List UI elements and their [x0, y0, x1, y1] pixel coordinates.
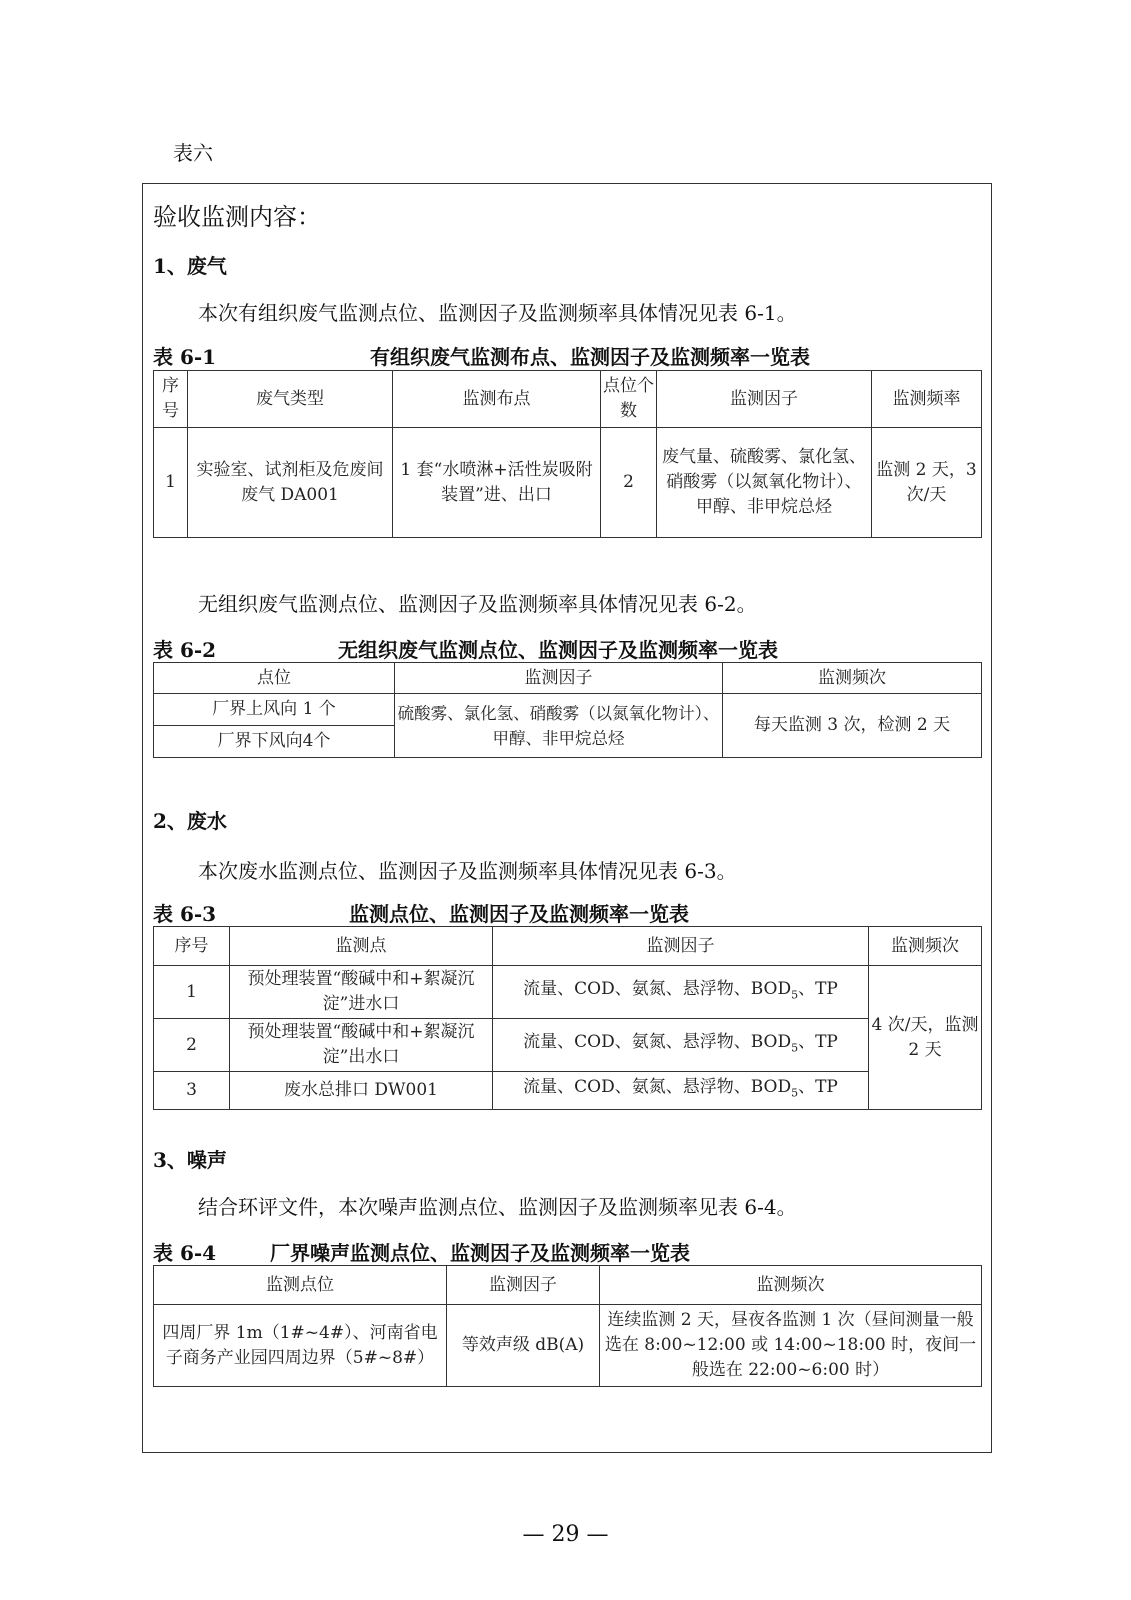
- subscript: 5: [791, 1041, 799, 1055]
- section-title-noise: 3、噪声: [153, 1148, 227, 1172]
- section-intro-waste-water: 本次废水监测点位、监测因子及监测频率具体情况见表 6-3。: [198, 859, 737, 883]
- header-cell: 监测因子: [395, 663, 723, 694]
- table-cell: 1: [154, 428, 188, 538]
- header-cell: 监测点: [230, 927, 493, 966]
- header-cell: 监测因子: [657, 371, 872, 428]
- section-intro-noise: 结合环评文件，本次噪声监测点位、监测因子及监测频率见表 6-4。: [198, 1195, 797, 1219]
- page-number: — 29 —: [522, 1522, 609, 1547]
- table-cell: 2: [154, 1019, 230, 1072]
- header-cell: 监测点位: [154, 1266, 447, 1305]
- table-cell: 1 套“水喷淋+活性炭吸附装置”进、出口: [393, 428, 601, 538]
- header-cell: 点位个数: [601, 371, 657, 428]
- table-row: [154, 1019, 982, 1072]
- header-cell: 序号: [154, 927, 230, 966]
- table-6-1: [153, 370, 982, 538]
- table-row: [154, 694, 982, 726]
- header-cell: 监测布点: [393, 371, 601, 428]
- table-6-1-title: 有组织废气监测布点、监测因子及监测频率一览表: [370, 345, 810, 369]
- table-6-3-number: 表 6-3: [153, 902, 217, 926]
- table-6-2-number: 表 6-2: [153, 638, 217, 662]
- table-header-row: [154, 663, 982, 694]
- table-6-3: [153, 926, 982, 1110]
- table-header-row: [154, 1266, 982, 1305]
- subscript: 5: [791, 1086, 799, 1100]
- table-cell: 厂界上风向 1 个: [154, 694, 395, 726]
- main-heading: 验收监测内容：: [153, 203, 321, 231]
- table-6-4-title: 厂界噪声监测点位、监测因子及监测频率一览表: [270, 1241, 690, 1265]
- table-6-4-number: 表 6-4: [153, 1241, 217, 1265]
- table-cell: 预处理装置“酸碱中和+絮凝沉淀”进水口: [230, 966, 493, 1019]
- table-cell: 四周厂界 1m（1#~4#）、河南省电子商务产业园四周边界（5#~8#）: [154, 1305, 447, 1387]
- header-cell: 监测频率: [872, 371, 982, 428]
- table-row: [154, 966, 982, 1019]
- factors-text: 流量、COD、氨氮、悬浮物、BOD: [523, 1077, 792, 1098]
- table-cell: 硫酸雾、氯化氢、硝酸雾（以氮氧化物计）、甲醇、非甲烷总烃: [395, 694, 723, 758]
- header-cell: 监测频次: [600, 1266, 982, 1305]
- table-cell: 监测 2 天，3 次/天: [872, 428, 982, 538]
- table-6-3-title: 监测点位、监测因子及监测频率一览表: [349, 902, 689, 926]
- table-cell: 预处理装置“酸碱中和+絮凝沉淀”出水口: [230, 1019, 493, 1072]
- factors-text: 流量、COD、氨氮、悬浮物、BOD: [523, 978, 792, 999]
- section-intro-waste-gas: 本次有组织废气监测点位、监测因子及监测频率具体情况见表 6-1。: [198, 301, 797, 325]
- table-cell: 废气量、硫酸雾、氯化氢、硝酸雾（以氮氧化物计）、甲醇、非甲烷总烃: [657, 428, 872, 538]
- header-cell: 监测频次: [723, 663, 982, 694]
- table-cell: [493, 966, 869, 1019]
- table-cell: 4 次/天，监测 2 天: [869, 966, 982, 1110]
- factors-text: 流量、COD、氨氮、悬浮物、BOD: [523, 1031, 792, 1052]
- header-cell: 序号: [154, 371, 188, 428]
- section-title-waste-water: 2、废水: [153, 809, 227, 833]
- factors-tail: 、TP: [798, 1077, 838, 1098]
- table-row: [154, 1072, 982, 1110]
- table-cell: [493, 1019, 869, 1072]
- table-cell: 实验室、试剂柜及危废间废气 DA001: [188, 428, 393, 538]
- header-cell: 点位: [154, 663, 395, 694]
- subscript: 5: [791, 988, 799, 1002]
- table-cell: 废水总排口 DW001: [230, 1072, 493, 1110]
- factors-tail: 、TP: [798, 1031, 838, 1052]
- header-cell: 监测因子: [493, 927, 869, 966]
- table-cell: 3: [154, 1072, 230, 1110]
- header-cell: 监测因子: [447, 1266, 600, 1305]
- table-cell: 等效声级 dB(A): [447, 1305, 600, 1387]
- table-cell: 厂界下风向4个: [154, 726, 395, 758]
- header-cell: 监测频次: [869, 927, 982, 966]
- table-cell: [493, 1072, 869, 1110]
- table-row: [154, 428, 982, 538]
- table-row: [154, 1305, 982, 1387]
- table-cell: 连续监测 2 天，昼夜各监测 1 次（昼间测量一般选在 8:00~12:00 或 14:00~18:00 时，夜间一般选在 22:00~6:00 时）: [600, 1305, 982, 1387]
- section-title-waste-gas: 1、废气: [153, 254, 227, 278]
- table-6-1-number: 表 6-1: [153, 345, 217, 369]
- table-6-4: [153, 1265, 982, 1387]
- table-cell: 每天监测 3 次，检测 2 天: [723, 694, 982, 758]
- table-6-2: [153, 662, 982, 758]
- header-cell: 废气类型: [188, 371, 393, 428]
- section-intro-fugitive-gas: 无组织废气监测点位、监测因子及监测频率具体情况见表 6-2。: [198, 592, 757, 616]
- table-header-row: [154, 371, 982, 428]
- table-header-row: [154, 927, 982, 966]
- table-cell: 2: [601, 428, 657, 538]
- table-6-2-title: 无组织废气监测点位、监测因子及监测频率一览表: [338, 638, 778, 662]
- factors-tail: 、TP: [798, 978, 838, 999]
- page-label: 表六: [173, 141, 213, 165]
- table-cell: 1: [154, 966, 230, 1019]
